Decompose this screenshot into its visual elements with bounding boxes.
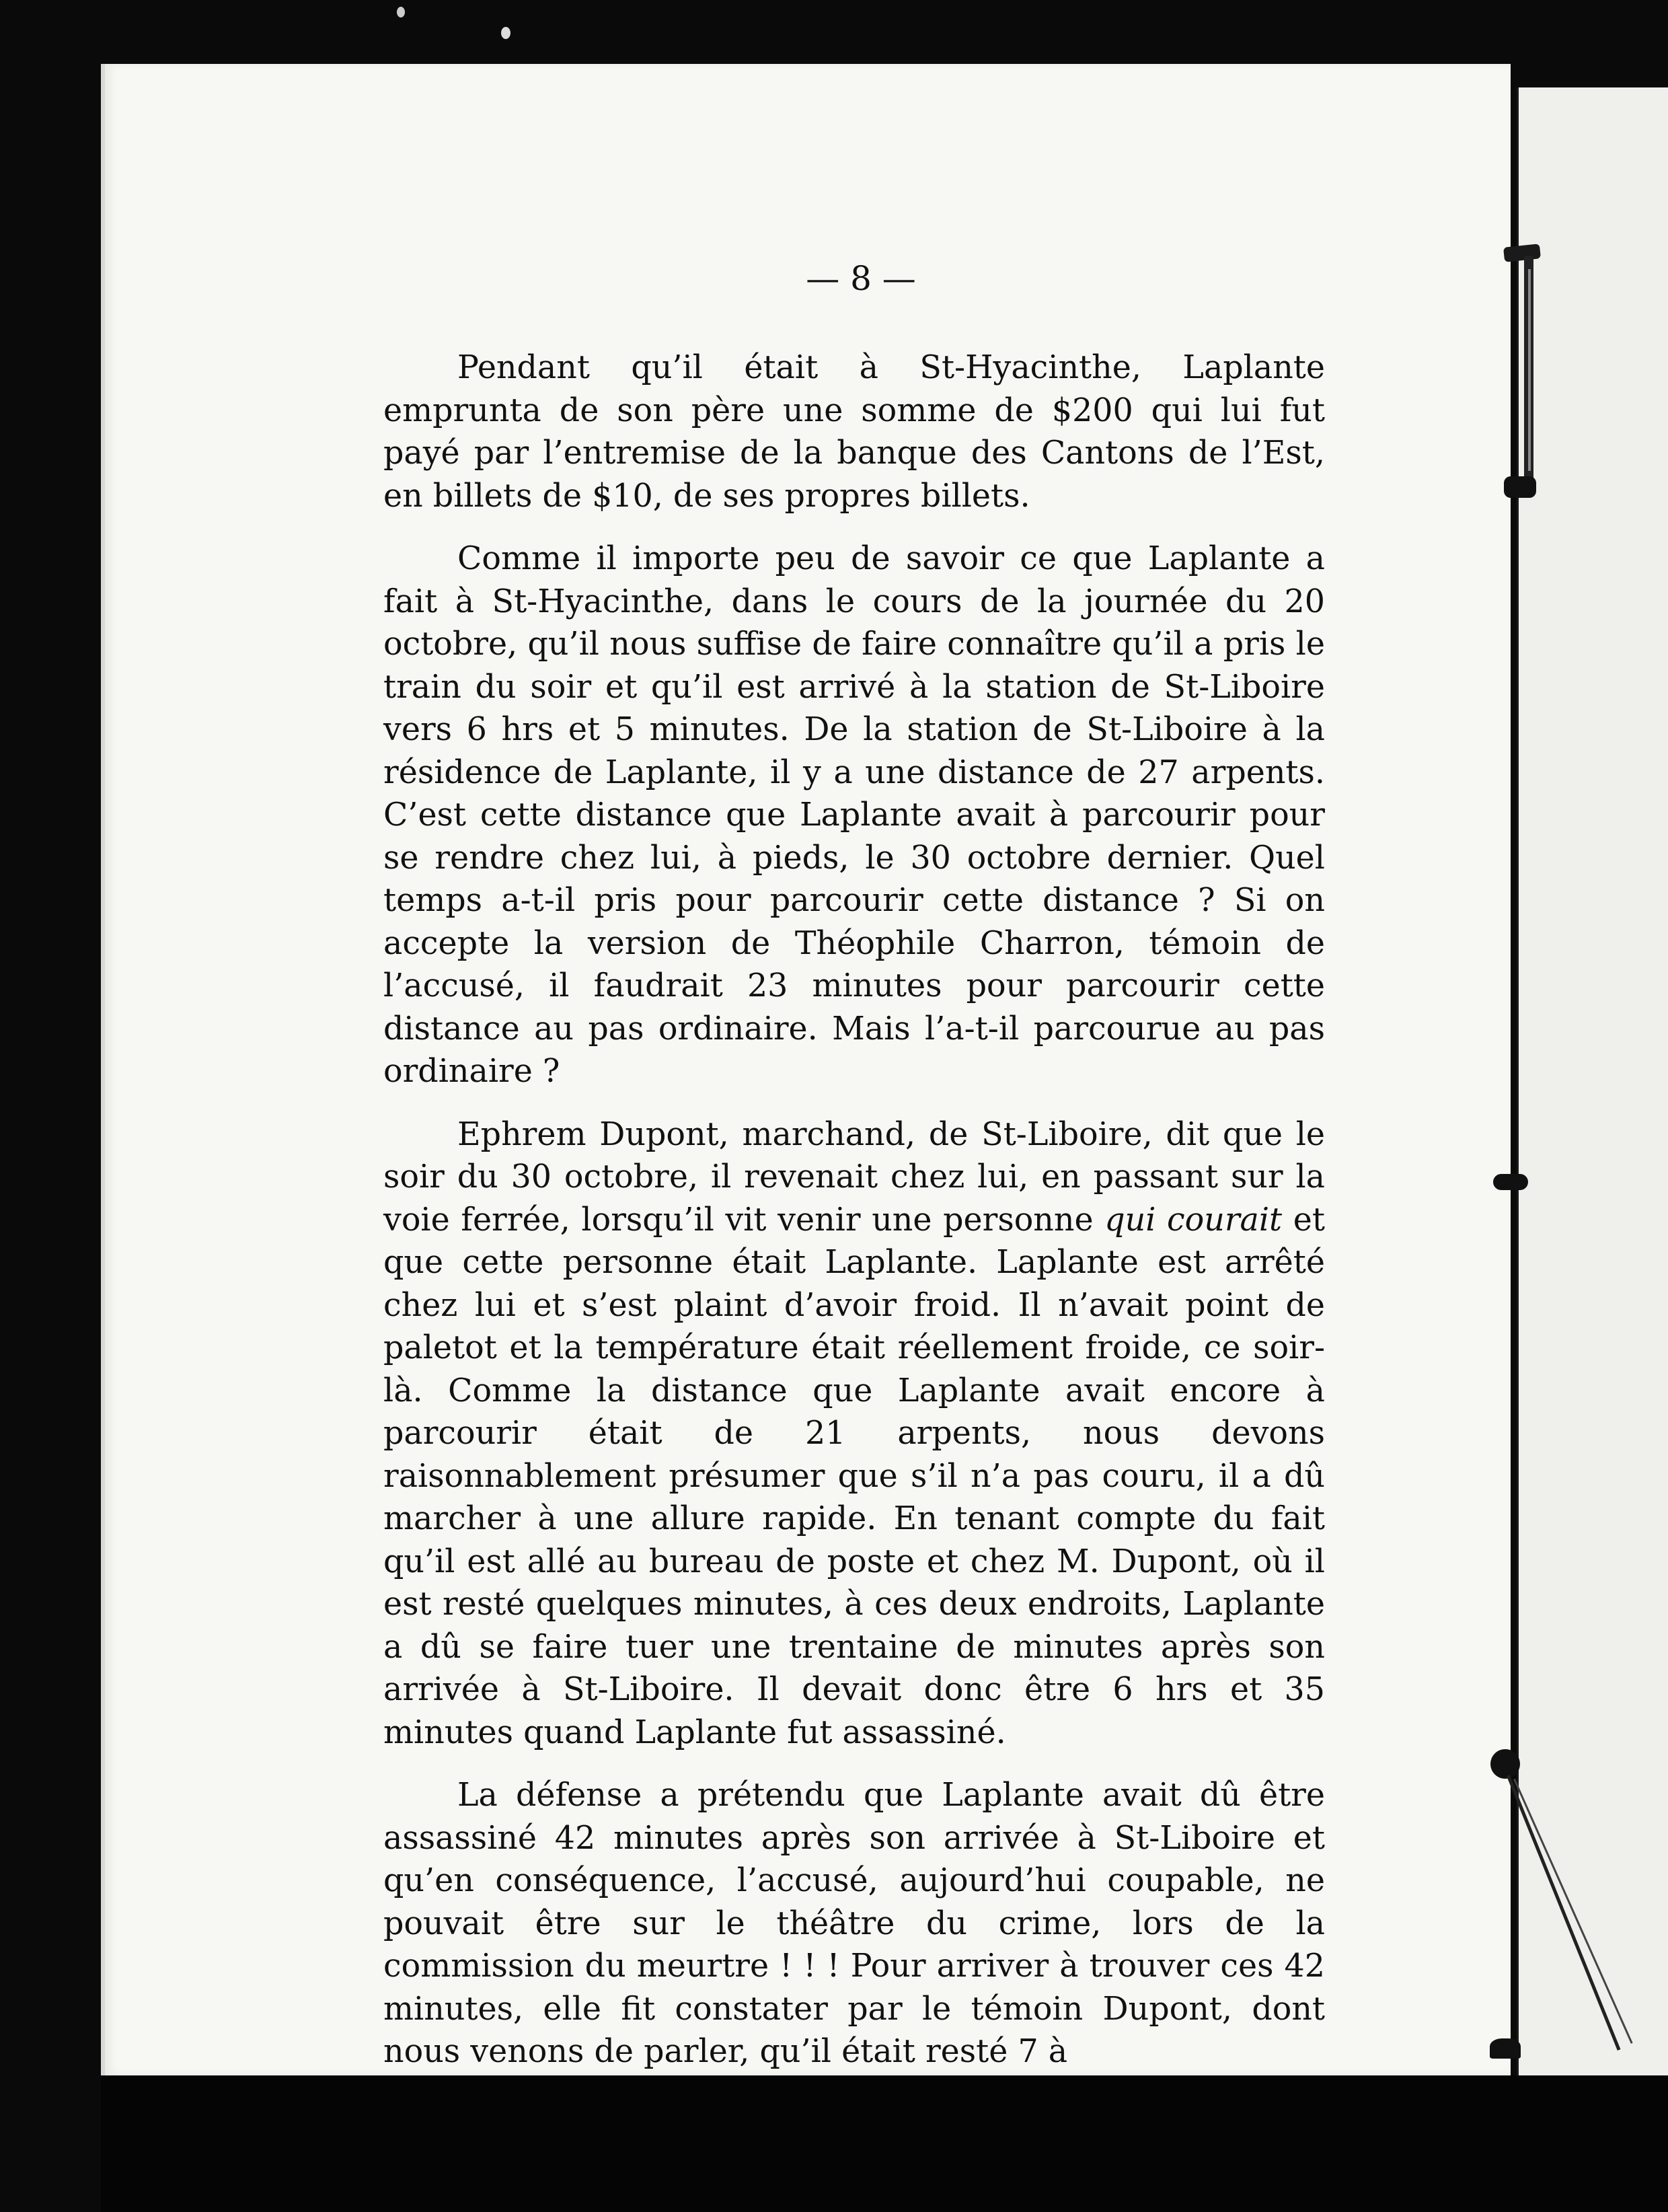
scan-bottom-border	[101, 2075, 1668, 2212]
dust-speck	[501, 27, 510, 39]
italic-phrase: qui courait	[1104, 1201, 1283, 1239]
ink-blot-icon	[1490, 1749, 1520, 1779]
facing-page-edge	[1517, 87, 1668, 2079]
ink-blot-icon	[1490, 2038, 1521, 2059]
binding-clip-icon	[1504, 476, 1536, 498]
dust-speck	[397, 7, 405, 17]
paragraph-text: Ephrem Dupont, marchand, de St-Liboire, dit que le soir du 30 octobre, il revenait chez lui, en passant sur la voie ferrée, lorsqu’il vit venir une personne	[383, 1115, 1325, 1239]
binding-staple-highlight	[1528, 269, 1531, 471]
paragraph: Pendant qu’il était à St-Hyacinthe, Laplante emprunta de son père une somme de $200 qui lui fut payé par l’entremise de la banque des Cantons de l’Est, en billets de $10, de ses propres billets.	[383, 349, 1325, 515]
body-text	[383, 346, 1325, 2094]
paragraph: La défense a prétendu que Laplante avait dû être assassiné 42 minutes après son arrivée à St-Liboire et qu’en conséquence, l’accusé, aujourd’hui coupable, ne pouvait être sur le théâtre du crime, lors de la commission du meurtre ! ! ! Pour arriver à trouver ces 42 minutes, elle fit constater par le témoin Dupont, dont nous venons de parler, qu’il était resté 7 à	[383, 1777, 1325, 2070]
paragraph: Comme il importe peu de savoir ce que Laplante a fait à St-Hyacinthe, dans le cours de la journée du 20 octobre, qu’il nous suffise de faire connaître qu’il a pris le train du soir et qu’il est arrivé à la station de St-Liboire vers 6 hrs et 5 minutes. De la station de St-Liboire à la résidence de Laplante, il y a une distance de 27 arpents. C’est cette distance que Laplante avait à parcourir pour se rendre chez lui, à pieds, le 30 octobre dernier. Quel temps a-t-il pris pour parcourir cette distance ? Si on accepte la version de Théophile Charron, témoin de l’accusé, il faudrait 23 minutes pour parcourir cette distance au pas ordinaire. Mais l’a-t-il parcourue au pas ordinaire ?	[383, 540, 1325, 1090]
paragraph-text: et que cette personne était Laplante. Laplante est arrêté chez lui et s’est plaint d’avoir froid. Il n’avait point de paletot et la température était réellement froide, ce soir-là. Comme la distance que Laplante avait encore à parcourir était de 21 arpents, nous devons raisonnablement présumer que s’il n’a pas couru, il a dû marcher à une allure rapide. En tenant compte du fait qu’il est allé au bureau de poste et chez M. Dupont, où il est resté quelques minutes, à ces deux endroits, Laplante a dû se faire tuer une trentaine de minutes après son arrivée à St-Liboire. Il devait donc être 6 hrs et 35 minutes quand Laplante fut assassiné.	[383, 1201, 1325, 1751]
page-number: — 8 —	[806, 259, 916, 298]
ink-blot-icon	[1493, 1174, 1528, 1190]
paragraph	[383, 1113, 1325, 1755]
